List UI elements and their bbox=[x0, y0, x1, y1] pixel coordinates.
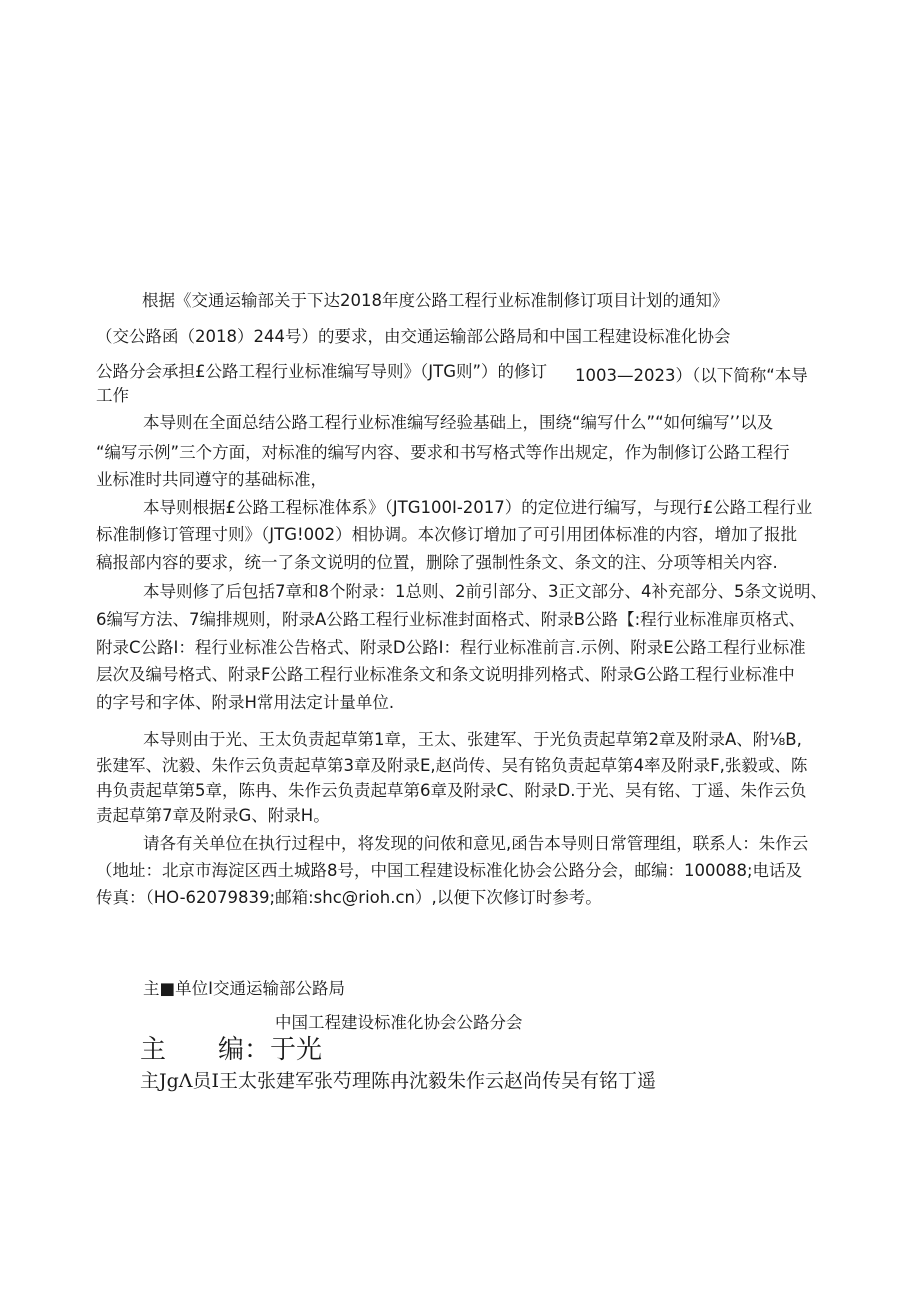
chief-unit-line-2: 中国工程建设标准化协会公路分会 bbox=[275, 1013, 523, 1032]
para2-line-1: 本导则根据£公路工程标准体系》（JTG100I-2017）的定位进行编写，与现行£公路工程行业 bbox=[143, 498, 813, 517]
para3-line-4: 层次及编号格式、附录F公路工程行业标准条文和条文说明排列格式、附录G公路工程行业标准中 bbox=[96, 665, 795, 684]
para4-line-3: 冉负责起草第5章，陈冉、朱作云负责起草第6章及附录C、附录D.于光、吴有铭、丁遥、朱作云负 bbox=[96, 781, 807, 800]
drafting-members-line: 主JgΛ员I王太张建军张芍理陈冉沈毅朱作云赵尚传吴有铭丁遥 bbox=[140, 1070, 657, 1092]
para3-line-2: 6编写方法、7编排规则，附录A公路工程行业标准封面格式、附录B公路【:程行业标准扉页格式、 bbox=[96, 610, 806, 629]
para2-line-2: 标准制修订管理寸则》（JTG!002）相协调。本次修订增加了可引用团体标准的内容，增加了报批 bbox=[96, 525, 798, 544]
chief-unit-line: 主■单位I交通运输部公路局 bbox=[143, 979, 345, 998]
para1-line-2: “编写示例”三个方面，对标准的编写内容、要求和书写格式等作出规定，作为制修订公路工程行 bbox=[96, 443, 790, 462]
para2-line-3: 稿报部内容的要求，统一了条文说明的位置，删除了强制性条文、条文的注、分项等相关内容. bbox=[96, 553, 778, 572]
intro-line-3: 公路分会承担£公路工程行业标准编写导则》（JTG则”）的修订 bbox=[96, 362, 548, 381]
intro-line-4: 工作 bbox=[96, 386, 129, 405]
para4-line-4: 责起草第7章及附录G、附录H。 bbox=[96, 806, 330, 825]
intro-line-1: 根据《交通运输部关于下达2018年度公路工程行业标准制修订项目计划的通知》 bbox=[142, 291, 729, 310]
intro-line-2: （交公路函（2018）244号）的要求，由交通运输部公路局和中国工程建设标准化协会 bbox=[96, 327, 731, 346]
chief-editor-line: 主 编：于光 bbox=[140, 1035, 323, 1065]
para4-line-1: 本导则由于光、王太负责起草第1章，王太、张建军、于光负责起草第2章及附录A、附⅛B, bbox=[143, 730, 802, 749]
para1-line-3: 业标准时共同遵守的基础标准， bbox=[96, 470, 327, 489]
para5-line-3: 传真：（HO-62079839;邮箱:shc@rioh.cn）,以便下次修订时参考。 bbox=[96, 888, 602, 907]
para3-line-3: 附录C公路I：程行业标准公告格式、附录D公路I：程行业标准前言.示例、附录E公路工程行业标准 bbox=[96, 638, 806, 657]
para5-line-2: （地址：北京市海淀区西土城路8号，中国工程建设标准化协会公路分会，邮编：100088;电话及 bbox=[96, 861, 803, 880]
para3-line-5: 的字号和字体、附录H常用法定计量单位. bbox=[96, 693, 395, 712]
para4-line-2: 张建军、沈毅、朱作云负责起草第3章及附录E,赵尚传、吴有铭负责起草第4率及附录F,张毅或、陈 bbox=[96, 756, 808, 775]
para3-line-1: 本导则修了后包括7章和8个附录：1总则、2前引部分、3正文部分、4补充部分、5条文说明、 bbox=[143, 582, 827, 601]
intro-line-3-cont: 1003—2023）（以下简称“本导 bbox=[575, 366, 808, 385]
para1-line-1: 本导则在全面总结公路工程行业标准编写经验基础上，围绕“编写什么”“如何编写’’以及 bbox=[143, 413, 774, 432]
para5-line-1: 请各有关单位在执行过程中，将发现的问侬和意见,函告本导则日常管理组，联系人：朱作云 bbox=[143, 834, 809, 853]
